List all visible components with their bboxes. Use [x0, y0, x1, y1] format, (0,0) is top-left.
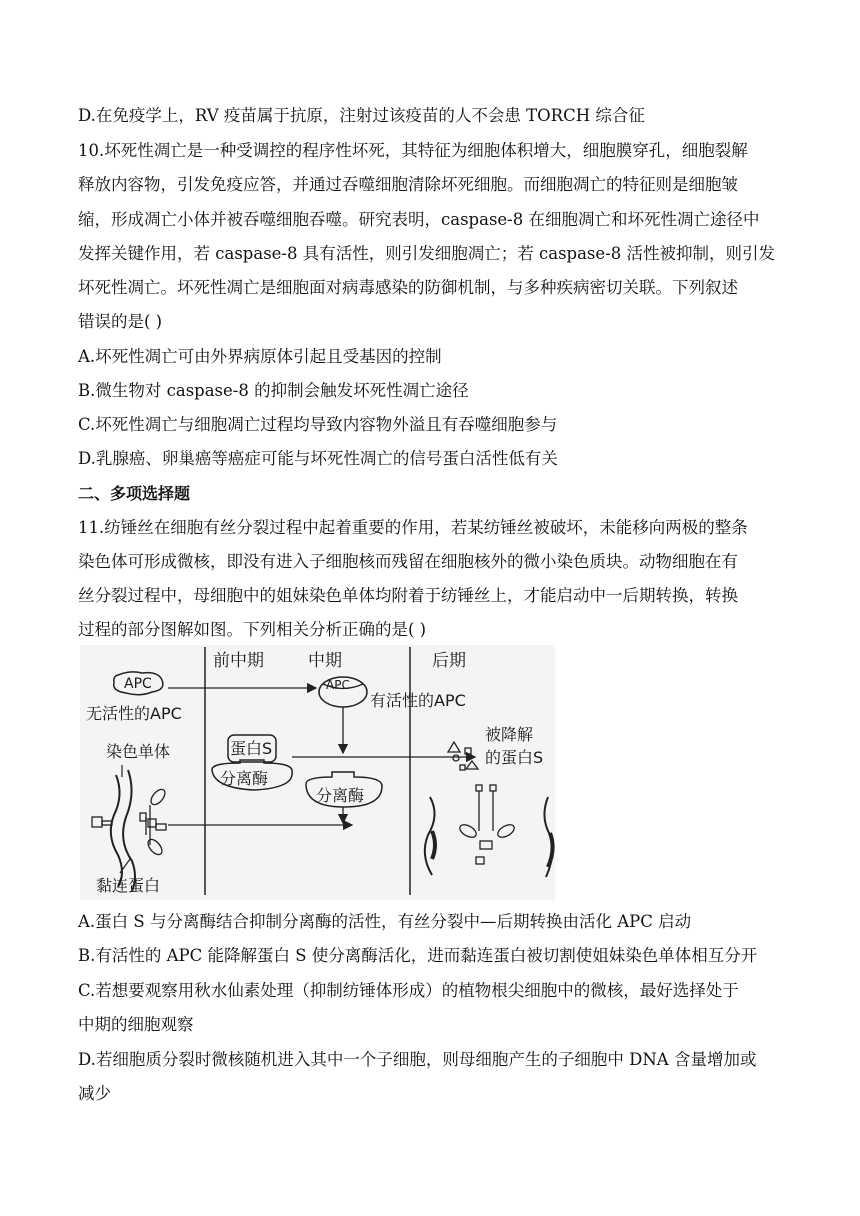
section-heading: 二、多项选择题 — [78, 484, 191, 503]
separase-label: 分离酶 — [220, 769, 269, 788]
inactive-apc-label: 无活性的APC — [86, 704, 182, 723]
question-11-stem: 过程的部分图解如图。下列相关分析正确的是( ) — [78, 620, 427, 639]
question-10-stem: 发挥关键作用，若 caspase-8 具有活性，则引发细胞凋亡；若 caspase-8 活性被抑制，则引发 — [78, 244, 775, 263]
apc-label: APC — [124, 676, 152, 692]
option-a-q11: A.蛋白 S 与分离酶结合抑制分离酶的活性，有丝分裂中—后期转换由活化 APC 启动 — [78, 912, 692, 931]
degraded-label-2: 的蛋白S — [485, 748, 544, 767]
active-apc-label: 有活性的APC — [370, 691, 466, 710]
option-a-q10: A.坏死性凋亡可由外界病原体引起且受基因的控制 — [78, 347, 442, 366]
option-d-q11-cont: 减少 — [78, 1084, 111, 1103]
degraded-label-1: 被降解 — [485, 725, 534, 744]
option-d-q10: D.乳腺癌、卵巢癌等癌症可能与坏死性凋亡的信号蛋白活性低有关 — [78, 449, 558, 468]
phase-prometaphase-label: 前中期 — [213, 651, 264, 671]
option-b-q10: B.微生物对 caspase-8 的抑制会触发坏死性凋亡途径 — [78, 381, 469, 400]
protein-s-label: 蛋白S — [230, 739, 273, 758]
option-d-q9: D.在免疫学上，RV 疫苗属于抗原，注射过该疫苗的人不会患 TORCH 综合征 — [78, 106, 645, 125]
question-10-stem: 坏死性凋亡。坏死性凋亡是细胞面对病毒感染的防御机制，与多种疾病密切关联。下列叙述 — [78, 278, 738, 297]
phase-metaphase-label: 中期 — [308, 651, 342, 671]
option-c-q11: C.若想要观察用秋水仙素处理（抑制纺锤体形成）的植物根尖细胞中的微核，最好选择处于 — [78, 981, 739, 1000]
question-10-stem: 错误的是( ) — [78, 312, 163, 331]
chromatid-label: 染色单体 — [106, 742, 171, 761]
option-d-q11: D.若细胞质分裂时微核随机进入其中一个子细胞，则母细胞产生的子细胞中 DNA 含量增加或 — [78, 1050, 757, 1069]
question-11-stem: 染色体可形成微核，即没有进入子细胞核而残留在细胞核外的微小染色质块。动物细胞在有 — [78, 552, 738, 571]
mitosis-diagram-svg — [80, 645, 555, 900]
question-11-stem: 11.纺锤丝在细胞有丝分裂过程中起着重要的作用，若某纺锤丝被破坏，未能移向两极的整条 — [78, 518, 748, 537]
option-c-q10: C.坏死性凋亡与细胞凋亡过程均导致内容物外溢且有吞噬细胞参与 — [78, 415, 558, 434]
separase-2-label: 分离酶 — [316, 786, 365, 805]
option-c-q11-cont: 中期的细胞观察 — [78, 1015, 194, 1034]
cohesin-label: 黏连蛋白 — [96, 876, 161, 895]
question-10-stem: 缩，形成凋亡小体并被吞噬细胞吞噬。研究表明，caspase-8 在细胞凋亡和坏死性凋亡途径中 — [78, 210, 760, 229]
option-b-q11: B.有活性的 APC 能降解蛋白 S 使分离酶活化，进而黏连蛋白被切割使姐妹染色单体相互分开 — [78, 946, 758, 965]
question-11-stem: 丝分裂过程中，母细胞中的姐妹染色单体均附着于纺锤丝上，才能启动中一后期转换，转换 — [78, 586, 738, 605]
mitosis-diagram — [80, 645, 555, 900]
phase-anaphase-label: 后期 — [432, 651, 466, 671]
question-10-stem: 释放内容物，引发免疫应答，并通过吞噬细胞清除坏死细胞。而细胞凋亡的特征则是细胞皱 — [78, 175, 738, 194]
apc-active-label: APC — [326, 678, 350, 692]
question-10-stem: 10.坏死性凋亡是一种受调控的程序性坏死，其特征为细胞体积增大，细胞膜穿孔，细胞裂解 — [78, 141, 748, 160]
